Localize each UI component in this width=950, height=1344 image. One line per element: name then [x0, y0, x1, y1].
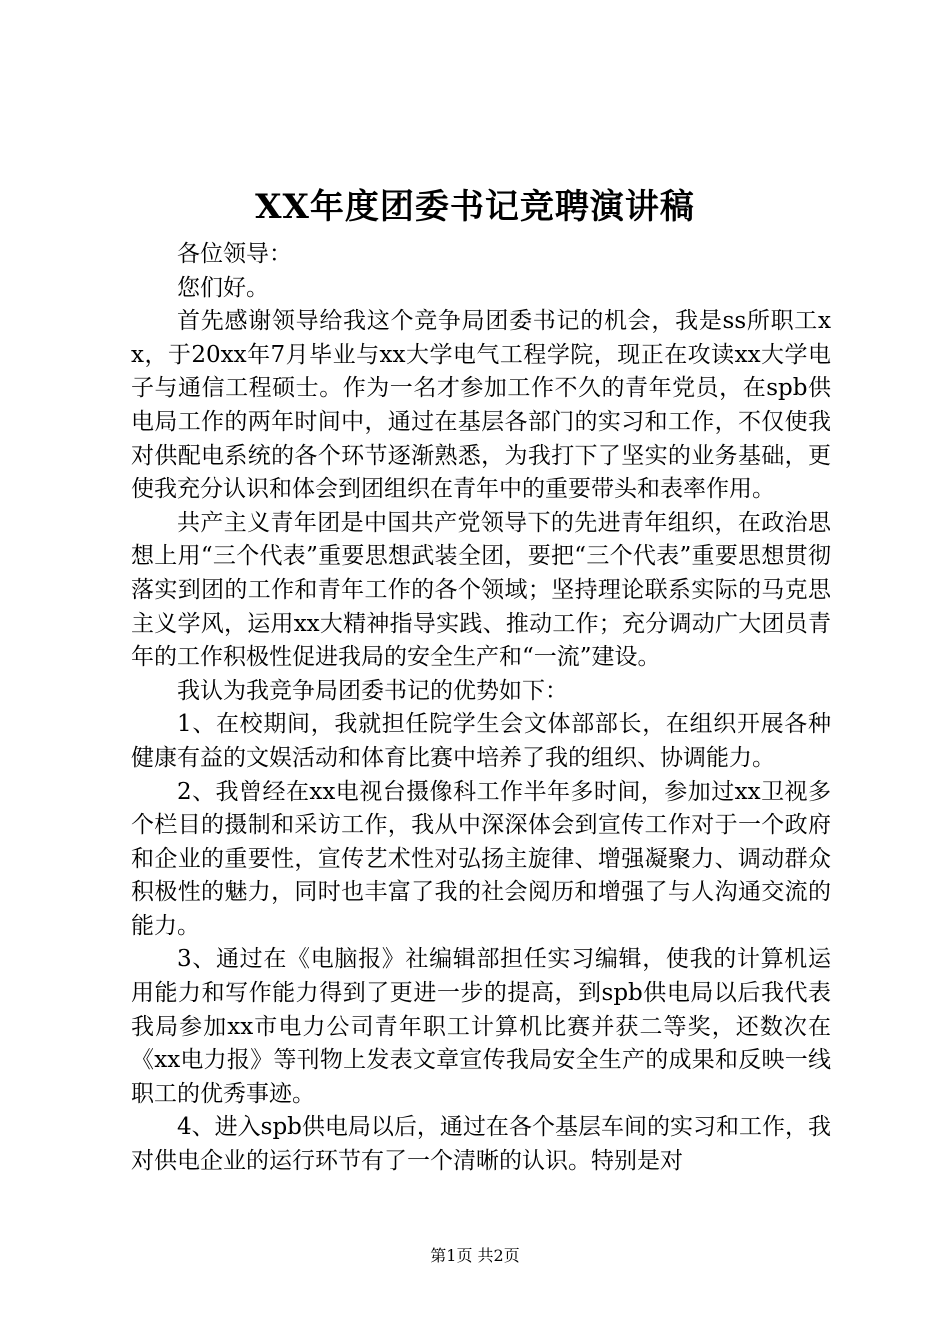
paragraph-league-description: 共产主义青年团是中国共产党领导下的先进青年组织，在政治思想上用“三个代表”重要思想武装全团，要把“三个代表”重要思想贯彻落实到团的工作和青年工作的各个领域；坚持理论联系实际的马克思主义学风，运用xx大精神指导实践、推动工作；充分调动广大团员青年的工作积极性促进我局的安全生产和“一流”建设。 [131, 509, 831, 671]
paragraph-advantage-3: 3、通过在《电脑报》社编辑部担任实习编辑，使我的计算机运用能力和写作能力得到了更进一步的提高，到spb供电局以后我代表我局参加xx市电力公司青年职工计算机比赛并获二等奖，还数次在《xx电力报》等刊物上发表文章宣传我局安全生产的成果和反映一线职工的优秀事迹。 [131, 946, 831, 1107]
page-number-footer: 第1页 共2页 [430, 1246, 520, 1265]
paragraph-salutation: 各位领导： [177, 241, 292, 267]
document-title: XX年度团委书记竞聘演讲稿 [255, 187, 695, 227]
paragraph-advantages-heading: 我认为我竞争局团委书记的优势如下： [177, 677, 568, 704]
paragraph-advantage-2: 2、我曾经在xx电视台摄像科工作半年多时间，参加过xx卫视多个栏目的摄制和采访工作，我从中深深体会到宣传工作对于一个政府和企业的重要性，宣传艺术性对弘扬主旋律、增强凝聚力、调动群众积极性的魅力，同时也丰富了我的社会阅历和增强了与人沟通交流的能力。 [131, 778, 831, 939]
paragraph-introduction: 首先感谢领导给我这个竞争局团委书记的机会，我是ss所职工xx，于20xx年7月毕业与xx大学电气工程学院，现正在攻读xx大学电子与通信工程硕士。作为一名才参加工作不久的青年党员，在spb供电局工作的两年时间中，通过在基层各部门的实习和工作，不仅使我对供配电系统的各个环节逐渐熟悉，为我打下了坚实的业务基础，更使我充分认识和体会到团组织在青年中的重要带头和表率作用。 [131, 308, 831, 503]
paragraph-advantage-1: 1、在校期间，我就担任院学生会文体部部长，在组织开展各种健康有益的文娱活动和体育比赛中培养了我的组织、协调能力。 [131, 711, 831, 771]
paragraph-greeting: 您们好。 [177, 274, 269, 301]
paragraph-advantage-4: 4、进入spb供电局以后，通过在各个基层车间的实习和工作，我对供电企业的运行环节有了一个清晰的认识。特别是对 [131, 1114, 831, 1175]
document-body [131, 238, 831, 1179]
